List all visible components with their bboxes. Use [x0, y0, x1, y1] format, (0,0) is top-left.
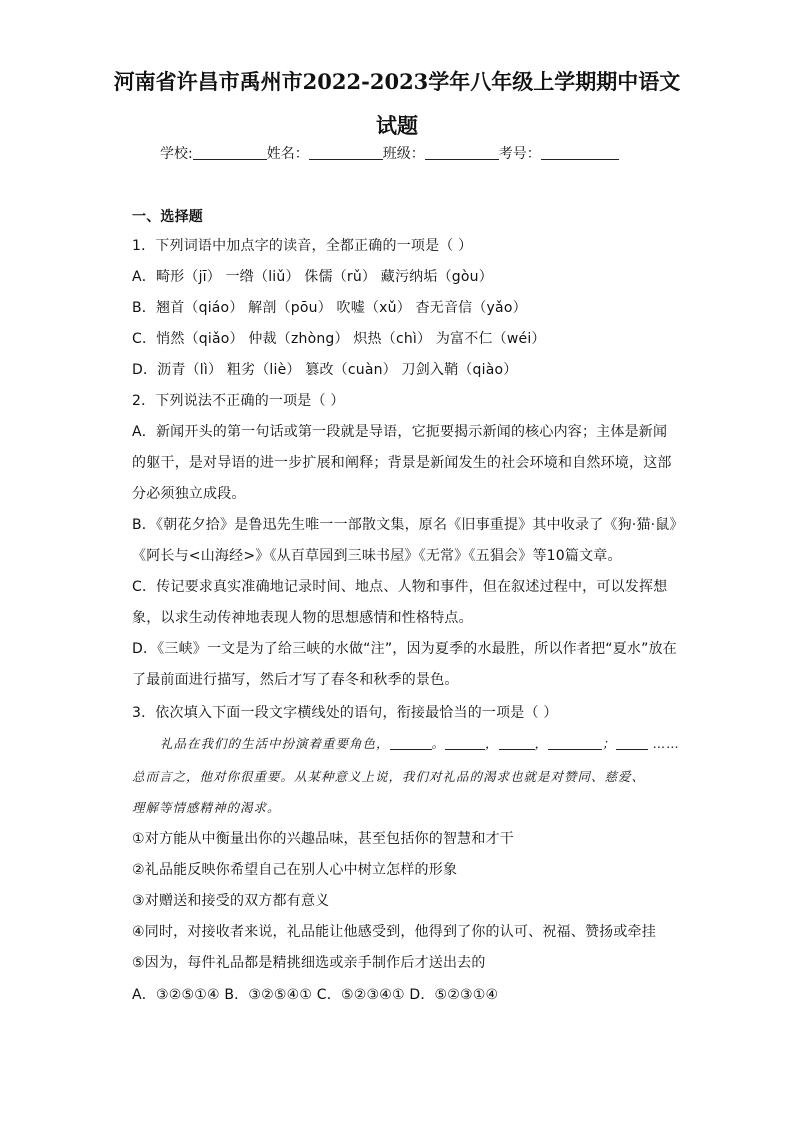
school-blank	[193, 145, 267, 160]
q3-sentence-3: ③对赠送和接受的双方都有意义	[132, 893, 330, 909]
passage-semicolon: ；	[602, 736, 616, 751]
fill-blank-2	[445, 737, 485, 750]
q2-option-d-line1: D．《三峡》一文是为了给三峡的水做“注”，因为夏季的水最胜，所以作者把“夏水”放在	[132, 641, 677, 657]
passage-comma-2: ，	[534, 736, 549, 751]
q3-stem: 3．依次填入下面一段文字横线处的语句，衔接最恰当的一项是（ ）	[132, 705, 558, 721]
q1-option-c: C．悄然（qiǎo） 仲裁（zhòng） 炽热（chì） 为富不仁（wéi）	[132, 331, 546, 347]
school-label: 学校:	[160, 146, 193, 162]
q2-option-c-line1: C．传记要求真实准确地记录时间、地点、人物和事件，但在叙述过程中，可以发挥想	[132, 579, 668, 595]
fill-blank-3	[499, 737, 535, 750]
q3-passage-line3: 理解等情感精神的渴求。	[132, 800, 281, 815]
number-label: 考号：	[498, 146, 541, 162]
q2-option-b-line2: 《阿长与<山海经>》《从百草园到三味书屋》《无常》《五猖会》等10篇文章。	[132, 548, 622, 564]
passage-comma-1: ，	[485, 736, 499, 751]
q1-stem: 1．下列词语中加点字的读音，全都正确的一项是（ ）	[132, 238, 473, 254]
student-info-row	[160, 143, 619, 163]
q2-stem: 2．下列说法不正确的一项是（ ）	[132, 393, 345, 409]
q3-sentence-2: ②礼品能反映你希望自己在别人心中树立怎样的形象	[132, 862, 458, 878]
fill-blank-5	[616, 737, 648, 750]
passage-ellipsis: ……	[652, 736, 680, 751]
name-label: 姓名：	[266, 146, 309, 162]
q3-options: A．③②⑤①④ B．③②⑤④① C．⑤②③④① D．⑤②③①④	[132, 987, 499, 1003]
section-heading: 一、选择题	[132, 209, 203, 225]
q1-option-d: D．沥青（lì） 粗劣（liè） 篡改（cuàn） 刀剑入鞘（qiào）	[132, 362, 518, 378]
q2-option-a-line3: 分必须独立成段。	[132, 486, 246, 502]
passage-period: 。	[431, 736, 446, 751]
q2-option-b-line1: B．《朝花夕拾》是鲁迅先生唯一一部散文集，原名《旧事重提》其中收录了《狗·猫·鼠》	[132, 517, 684, 533]
q3-sentence-1: ①对方能从中衡量出你的兴趣品味，甚至包括你的智慧和才干	[132, 831, 514, 847]
class-label: 班级：	[382, 146, 425, 162]
q2-option-d-line2: 了最前面进行描写，然后才写了春冬和秋季的景色。	[132, 672, 459, 688]
exam-title-line1: 河南省许昌市禹州市2022-2023学年八年级上学期期中语文	[113, 69, 681, 94]
class-blank	[425, 145, 499, 160]
q3-passage-line1	[160, 734, 680, 752]
q3-sentence-5: ⑤因为，每件礼品都是精挑细选或亲手制作后才送出去的	[132, 955, 486, 971]
fill-blank-1	[390, 737, 432, 750]
q2-option-a-line2: 的躯干，是对导语的进一步扩展和阐释；背景是新闻发生的社会环境和自然环境，这部	[132, 455, 672, 471]
number-blank	[541, 145, 619, 160]
q2-option-c-line2: 象，以求生动传神地表现人物的思想感情和性格特点。	[132, 610, 473, 626]
q3-sentence-4: ④同时，对接收者来说，礼品能让他感受到，他得到了你的认可、祝福、赞扬或牵挂	[132, 924, 656, 940]
q2-option-a-line1: A．新闻开头的第一句话或第一段就是导语，它扼要揭示新闻的核心内容；主体是新闻	[132, 424, 668, 440]
exam-title-line2: 试题	[376, 113, 418, 138]
q3-passage-text: 礼品在我们的生活中扮演着重要角色，	[160, 736, 390, 751]
q1-option-a: A．畸形（jī） 一绺（liǔ） 侏儒（rǔ） 藏污纳垢（gòu）	[132, 269, 493, 285]
q1-option-b: B．翘首（qiáo） 解剖（pōu） 吹嘘（xǔ） 杳无音信（yǎo）	[132, 300, 527, 316]
q3-passage-line2: 总而言之，他对你很重要。从某种意义上说，我们对礼品的渴求也就是对赞同、慈爱、	[132, 769, 646, 784]
fill-blank-4	[548, 737, 602, 750]
name-blank	[309, 145, 383, 160]
